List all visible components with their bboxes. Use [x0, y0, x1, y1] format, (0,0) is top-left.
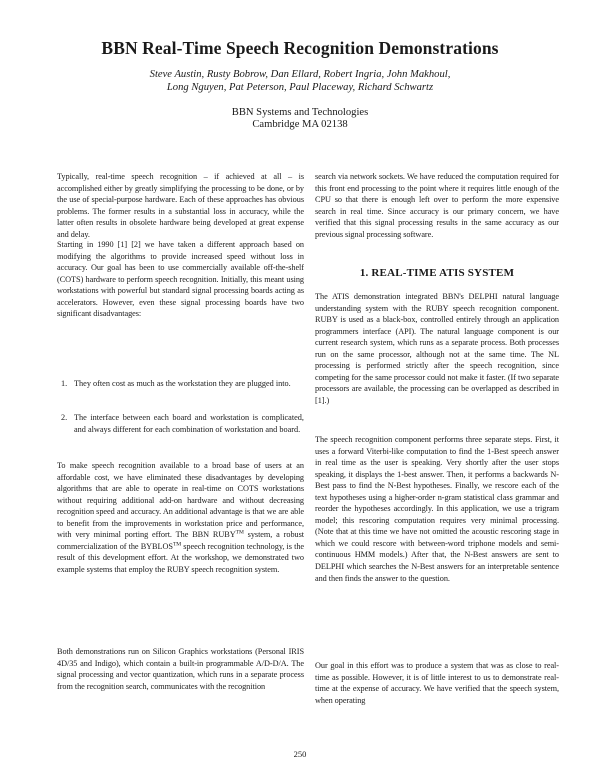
paragraph-text: To make speech recognition available to a broad base of users at an affordable cost, we have eliminated these disadvantages by developing algorithms that are able to operate in real-time on COTS workstations without requiring additional add-on hardware and without decreasing recognition speed and accuracy. An additional advantage is that we are able to benefit from the improvements in workstation price and performance, with very minimal porting effort. The BBN RUBY — [57, 461, 304, 540]
paragraph: The ATIS demonstration integrated BBN's DELPHI natural language understanding system with the RUBY speech recognition component. RUBY is used as a black-box, controlled entirely through an application programmers interface (API). The natural language component is our current research system, which runs as a separate process. Both processes run on the same processor, although not at the same time. The NL processing is performed strictly after the speech recognition, since competing for the same processor could not make it faster. (If two separate processors are available, the processing can be overlapped as described in [1].) — [315, 292, 559, 405]
paragraph: Both demonstrations run on Silicon Graphics workstations (Personal IRIS 4D/35 and Indigo), which contain a built-in programmable A/D-D/A. The signal processing and vector quantization, which runs in a separate process from the recognition search, communicates with the recognition — [57, 647, 304, 691]
paper-title: BBN Real-Time Speech Recognition Demonstrations — [101, 38, 499, 58]
paragraph: Starting in 1990 [1] [2] we have taken a different approach based on modifying the algorithms to provide increased speed without loss in accuracy. Our goal has been to use commercially available off-the-shelf (COTS) hardware to perform speech recognition. Initially, this meant using workstations with powerful but standard signal processing boards acting as accelerators. However, even these signal processing boards have two significant disadvantages: — [57, 240, 304, 319]
list-text: They often cost as much as the workstation they are plugged into. — [74, 379, 291, 388]
section-heading: 1. REAL-TIME ATIS SYSTEM — [359, 267, 515, 279]
list-number: 2. — [61, 413, 68, 422]
paragraph-text: system, a robust commercialization of the BYBLOS — [57, 530, 304, 551]
list-number: 1. — [61, 379, 68, 388]
author-line: Steve Austin, Rusty Bobrow, Dan Ellard, Robert Ingria, John Makhoul, — [149, 69, 451, 80]
paragraph-text: speech recognition technology, is the result of this development effort. At the workshop, we demonstrated two example systems that employ the RUBY speech recognition system. — [57, 541, 304, 574]
author-list — [90, 68, 510, 94]
paragraph: search via network sockets. We have reduced the computation required for this front end processing to the point where it requires little enough of the CPU so that there is enough left over to perform the more expensive search in real time. Since accuracy is our primary concern, we have verified that this signal processing results in the same accuracy as our previous signal processing software. — [315, 172, 559, 239]
author-line: Long Nguyen, Pat Peterson, Paul Placeway, Richard Schwartz — [166, 82, 434, 93]
trademark-symbol: TM — [172, 541, 182, 548]
paragraph: Typically, real-time speech recognition – if achieved at all – is accomplished either by greatly simplifying the processing to be done, or by the use of special-purpose hardware. Each of these approaches has obvious problems. The former results in a substantial loss in accuracy, while the latter often results in obsolete hardware being developed at great expense and delay. — [57, 172, 304, 239]
affiliation-location: Cambridge MA 02138 — [252, 119, 348, 130]
paragraph — [57, 460, 304, 575]
trademark-symbol: TM — [235, 529, 244, 536]
paragraph: The speech recognition component performs three separate steps. First, it uses a forward Viterbi-like computation to find the 1-Best speech answer in real time as the user is speaking. Very shortly after the user stops speaking, it displays the 1-best answer. Then, it performs a backwards N-Best pass to find the N-Best hypotheses. Finally, we rescore each of the text hypotheses using a higher-order n-gram statistical class grammar and reorder the hypotheses accordingly. In this application, we use a trigram model; this rescoring computation requires very minimal processing. (Note that at this time we have not omitted the acoustic rescoring stage in which we could rescore with between-word triphone models and semi-continuous HMM models.) After that, the N-Best answers are sent to DELPHI which searches the N-Best answers for an interpretable sentence and then finds the answer to the question. — [315, 435, 559, 583]
page-number: 250 — [293, 749, 307, 759]
list-text: The interface between each board and workstation is complicated, and always different for each combination of workstation and board. — [74, 413, 304, 434]
affiliation-organization: BBN Systems and Technologies — [231, 107, 369, 118]
paragraph: Our goal in this effort was to produce a system that was as close to real-time as possible. However, it is of little interest to us to demonstrate real-time at the expense of accuracy. We have verified that the speech system, when operating — [315, 661, 559, 705]
